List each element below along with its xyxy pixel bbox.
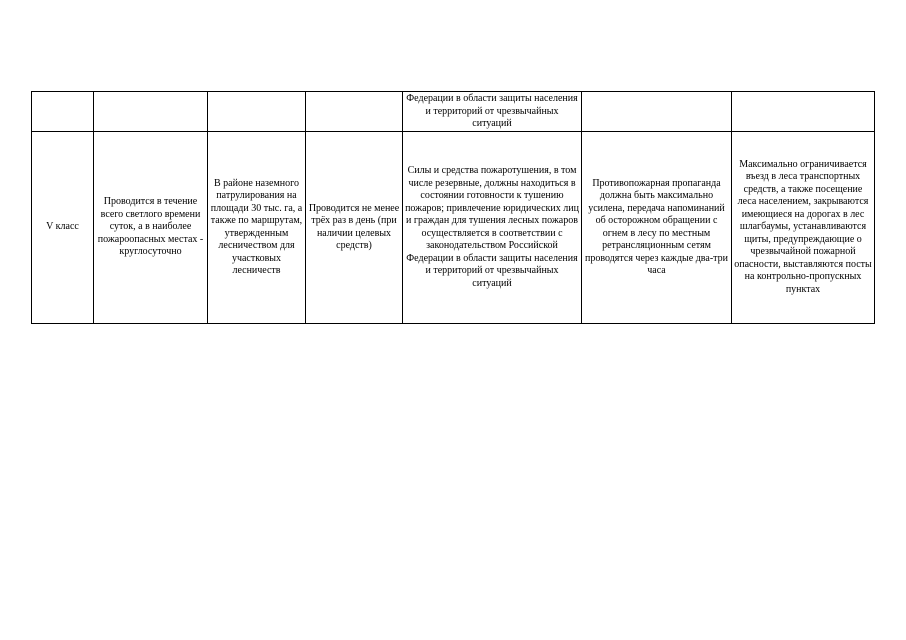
table-cell: Силы и средства пожаротушения, в том числе резервные, должны находиться в состоянии готовности к тушению пожаров; привлечение юридических лиц и граждан для тушения лесных пожаров осуществляется в соответствии с законодательством Российской Федерации в области защиты населения и территорий от чрезвычайных ситуаций — [403, 132, 582, 324]
table-cell: Противопожарная пропаганда должна быть максимально усилена, передача напоминаний об осторожном обращении с огнем в лесу по местным ретрансляционным сетям проводятся через каждые два-три часа — [582, 132, 732, 324]
table-cell — [403, 92, 582, 132]
table-row — [32, 132, 875, 324]
table-cell — [582, 92, 732, 132]
table-cell — [306, 92, 403, 132]
class-cell: V класс — [32, 132, 94, 324]
table-cell: Проводится в течение всего светлого времени суток, а в наиболее пожароопасных местах - круглосуточно — [94, 132, 208, 324]
cell-text — [210, 92, 303, 93]
cell-text — [96, 92, 205, 93]
table-cell: В районе наземного патрулирования на площади 30 тыс. га, а также по маршрутам, утвержденным лесничеством для участковых лесничеств — [208, 132, 306, 324]
table-cell — [94, 92, 208, 132]
table-row — [32, 92, 875, 132]
cell-text — [34, 92, 91, 93]
table-cell: Максимально ограничивается въезд в леса транспортных средств, а также посещение леса населением, закрываются имеющиеся на дорогах в лес шлагбаумы, устанавливаются щиты, предупреждающие о чрезвычайной пожарной опасности, выставляются посты на контрольно-пропускных пунктах — [732, 132, 875, 324]
cell-text — [584, 92, 729, 93]
fire-danger-measures-table — [31, 91, 875, 324]
cell-text — [308, 92, 400, 93]
table-cell: Проводится не менее трёх раз в день (при наличии целевых средств) — [306, 132, 403, 324]
table-cell — [732, 92, 875, 132]
table-cell — [32, 92, 94, 132]
table-cell — [208, 92, 306, 132]
cell-text — [734, 92, 872, 93]
cell-text: Федерации в области защиты населения и территорий от чрезвычайных ситуаций — [406, 93, 578, 129]
